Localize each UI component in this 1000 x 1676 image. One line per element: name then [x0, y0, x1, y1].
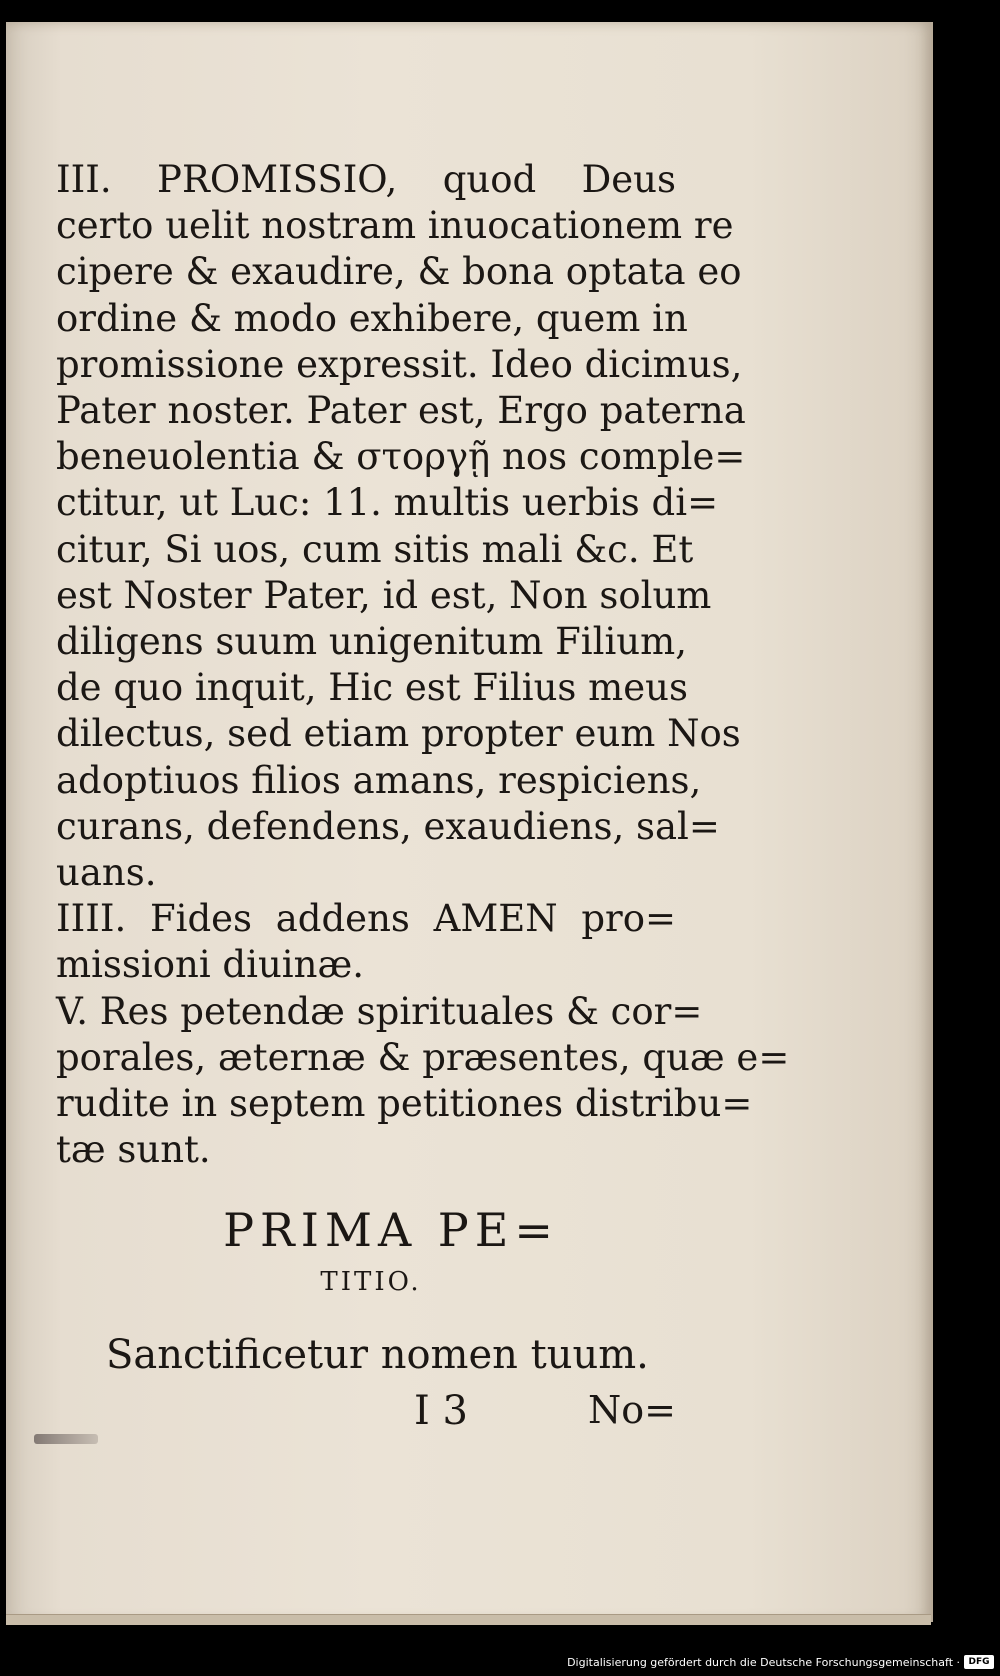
text-line: curans, defendens, exaudiens, sal=: [56, 804, 720, 848]
text-line: citur, Si uos, cum sitis mali &c. Et: [56, 527, 694, 571]
catchword: No=: [588, 1388, 676, 1432]
text-line: de quo inquit, Hic est Filius meus: [56, 666, 688, 710]
petition-text: Sanctificetur nomen tuum.: [106, 1332, 649, 1378]
ink-smudge: [34, 1434, 98, 1444]
funding-credit: Digitalisierung gefördert durch die Deutsche Forschungsgemeinschaft ·: [567, 1656, 960, 1669]
text-line: beneuolentia & στοργῇ nos comple=: [56, 435, 746, 479]
text-line: missioni diuinæ.: [56, 943, 364, 987]
text-line: cipere & exaudire, & bona optata eo: [56, 250, 742, 294]
heading-sub: TITIO.: [320, 1267, 422, 1297]
text-line: certo uelit nostram inuocationem re: [56, 204, 734, 248]
signature-mark: I 3: [414, 1388, 468, 1434]
text-line: uans.: [56, 851, 157, 895]
text-line: IIII. Fides addens AMEN pro=: [56, 897, 676, 941]
dfg-logo-icon: DFG: [964, 1655, 994, 1669]
text-line: V. Res petendæ spirituales & cor=: [56, 989, 703, 1033]
section-heading: [56, 1202, 676, 1302]
text-line: rudite in septem petitiones distribu=: [56, 1082, 753, 1126]
text-line: Pater noster. Pater est, Ergo paterna: [56, 389, 746, 433]
text-line: promissione expressit. Ideo dicimus,: [56, 342, 743, 386]
text-line: ctitur, ut Luc: 11. multis uerbis di=: [56, 481, 719, 525]
text-line: diligens suum unigenitum Filium,: [56, 620, 687, 664]
text-line: est Noster Pater, id est, Non solum: [56, 573, 712, 617]
text-line: dilectus, sed etiam propter eum Nos: [56, 712, 741, 756]
text-line: III. PROMISSIO, quod Deus: [56, 158, 676, 201]
text-line: tæ sunt.: [56, 1128, 211, 1172]
text-line: ordine & modo exhibere, quem in: [56, 296, 688, 340]
page-edge: [6, 1614, 931, 1625]
text-line: adoptiuos filios amans, respiciens,: [56, 758, 702, 802]
heading-main: PRIMA PE=: [223, 1203, 559, 1257]
body-text: [56, 157, 790, 1173]
book-page: [6, 22, 933, 1622]
text-line: porales, æternæ & præsentes, quæ e=: [56, 1035, 790, 1079]
